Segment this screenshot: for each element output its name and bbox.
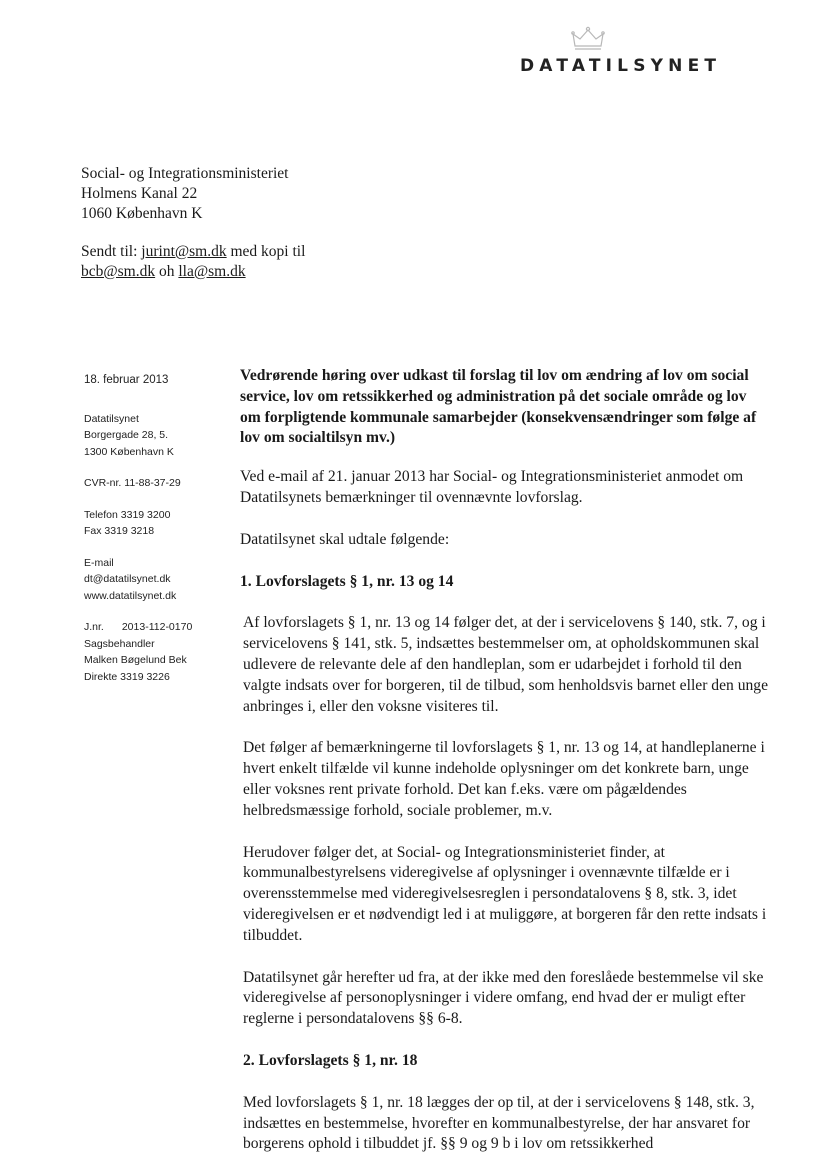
sender-street: Borgergade 28, 5. [84, 429, 169, 441]
cvr-number: CVR-nr. 11-88-37-29 [84, 477, 181, 489]
sender-email-link[interactable]: dt@datatilsynet.dk [84, 573, 171, 585]
section-2-paragraph: Med lovforslagets § 1, nr. 18 lægges der op til, at der i servicelovens § 148, stk. 3, indsættes en bestemmelse, hvorefter en kommunalbestyrelse, der har ansvaret for borgerens ophold i tilbuddet jf. §§ 9 og 9 b i lov om retssikkerhed [243, 1093, 755, 1153]
handler-name: Malken Bøgelund Bek [84, 654, 187, 666]
email-link-bcb[interactable]: bcb@sm.dk [81, 263, 156, 280]
join-text: oh [155, 263, 179, 280]
section-1-paragraph: Herudover følger det, at Social- og Integrationsministeriet finder, at kommunalbestyrelsens videregivelse af oplysninger i ovennævnte tilfælde er i overensstemmelse med videregivelsesreglen i persondatalovens § 8, stk. 3, idet videregivelsen er et nødvendigt led i at muliggøre, at borgeren får den rette indsats i tilbuddet. [243, 843, 767, 944]
sent-to-block [81, 242, 305, 282]
section-1-paragraph: Datatilsynet går herefter ud fra, at der ikke med den foreslåede bestemmelse vil ske videregivelse af personoplysninger i videre omfang, end hvad der er muligt efter reglerne i persondatalovens §§ 6-8. [243, 968, 764, 1028]
fax-number: Fax 3319 3218 [84, 525, 155, 537]
phone-number: Telefon 3319 3200 [84, 508, 171, 521]
phone-fax [84, 507, 234, 540]
email-label: E-mail [84, 556, 114, 569]
crown-emblem-icon [571, 26, 605, 52]
copy-to-label: med kopi til [226, 243, 306, 260]
intro-paragraph: Ved e-mail af 21. januar 2013 har Social- og Integrationsministeriet anmodet om Datatilsynets bemærkninger til ovennævnte lovforslag. [240, 468, 744, 506]
jnr-value: 2013-112-0170 [121, 621, 193, 633]
recipient-line: 1060 København K [81, 205, 203, 222]
email-link-jurint[interactable]: jurint@sm.dk [141, 243, 227, 260]
case-info [84, 619, 234, 685]
letter-subject: Vedrørende høring over udkast til forslag til lov om ændring af lov om social service, lov om retssikkerhed og administration på det sociale område og lov om forpligtende kommunale samarbejder (konsekvensændringer som følge af lov om socialtilsyn mv.) [240, 367, 757, 447]
section-1-paragraph: Det følger af bemærkningerne til lovforslagets § 1, nr. 13 og 14, at handleplanerne i hvert enkelt tilfælde vil kunne indeholde oplysninger om det konkrete barn, unge eller voksnes rent private forhold. Det kan f.eks. være om pågældendes helbredsmæssige forhold, sociale problemer, m.v. [243, 739, 765, 819]
sender-sidebar [84, 372, 234, 700]
section-1-paragraph: Af lovforslagets § 1, nr. 13 og 14 følger det, at der i servicelovens § 140, stk. 7, og i servicelovens § 141, stk. 5, indsættes bestemmelser om, at opholdskommunen skal udlevere de relevante dele af den handleplan, som er udarbejdet i forhold til den valgte indsats over for borgeren, til de tilbud, som henholdsvis barnet eller den unge anbringes i, eller den voksne visiteres til. [243, 614, 769, 715]
sender-org: Datatilsynet [84, 412, 139, 425]
contact-online [84, 555, 234, 605]
statement-paragraph: Datatilsynet skal udtale følgende: [240, 530, 450, 548]
recipient-line: Holmens Kanal 22 [81, 185, 198, 202]
sender-address [84, 411, 234, 461]
letter-date: 18. februar 2013 [84, 374, 169, 386]
direct-phone: Direkte 3319 3226 [84, 670, 170, 683]
sent-to-label: Sendt til: [81, 243, 142, 260]
section-2-heading: 2. Lovforslagets § 1, nr. 18 [243, 1051, 418, 1069]
sender-city: 1300 København K [84, 445, 174, 458]
letterhead-logo: DATATILSYNET [520, 56, 722, 76]
recipient-line: Social- og Integrationsministeriet [81, 165, 289, 182]
letter-body [240, 366, 770, 1176]
sender-website-link[interactable]: www.datatilsynet.dk [84, 589, 177, 602]
section-1-heading: 1. Lovforslagets § 1, nr. 13 og 14 [240, 572, 454, 590]
jnr-label: J.nr. [84, 621, 104, 633]
email-link-lla[interactable]: lla@sm.dk [178, 263, 246, 280]
recipient-address [81, 164, 288, 224]
handler-label: Sagsbehandler [84, 637, 155, 650]
